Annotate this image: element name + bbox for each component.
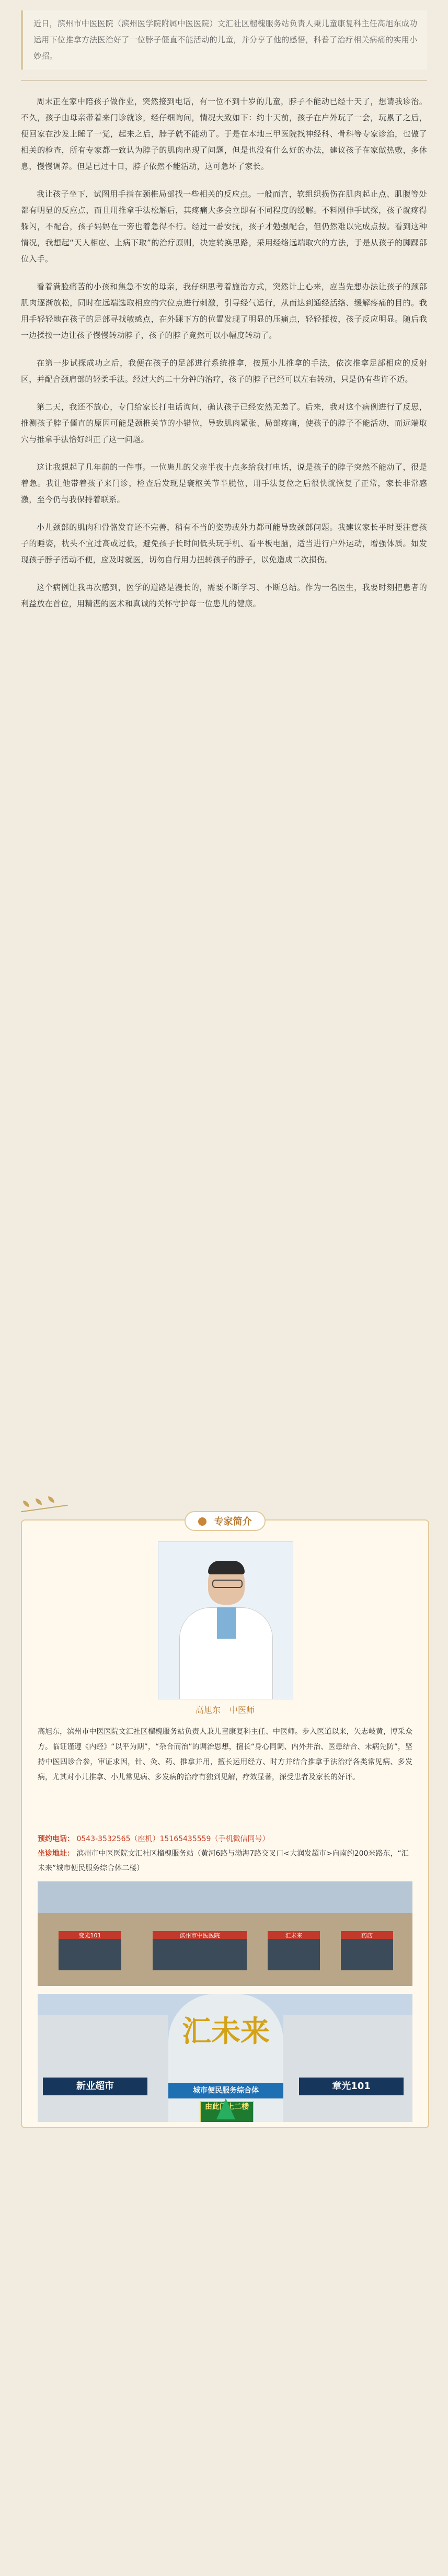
door-sign: 由此门上二楼 (200, 2101, 254, 2122)
doctor-title: 中医师 (229, 1705, 255, 1715)
address-text: 滨州市中医医院文汇社区榴槐服务站（黄河6路与渤海7路交叉口<大润发超市>向南约200米路东，“汇未来”城市便民服务综合体二楼） (38, 1849, 409, 1873)
arrow-up-icon (216, 2098, 235, 2119)
article-paragraph: 看着满脸痛苦的小孩和焦急不安的母亲，我仔细思考着施治方式，突然计上心来，应当先想办法让孩子的颈部肌肉逐渐放松，同时在远端选取相应的穴位点进行刺激，引导经气运行，从而达到通经活络、缓解疼痛的目的。我用手轻轻地在孩子的足部寻找敏感点，在外踝下方的位置发现了明显的压痛点，轻轻揉按，孩子反应明显。随后我一边揉按一边让孩子慢慢转动脖子，孩子的脖子竟然可以小幅度转动了。 (21, 282, 427, 340)
article-paragraph: 在第一步试探成功之后，我便在孩子的足部进行系统推拿，按照小儿推拿的手法，依次推拿足部相应的反射区，并配合颈肩部的轻柔手法。经过大约二十分钟的治疗，孩子的脖子已经可以左右转动，只是仍有些许不适。 (21, 358, 427, 384)
expert-card (21, 1516, 429, 2128)
section-title-pill (185, 1511, 265, 1531)
address-line (38, 1846, 412, 1876)
tower-banner: 城市便民服务综合体 (168, 2083, 283, 2098)
article-paragraph: 周末正在家中陪孩子做作业，突然接到电话，有一位不到十岁的儿童，脖子不能动已经十天了，想请我诊治。不久，孩子由母亲带着来门诊就诊，经仔细询问，情况大致如下：约十天前，孩子在户外玩了一会，玩累了之后，便回家在沙发上睡了一觉，起来之后，脖子就不能动了。于是在本地三甲医院找神经科、骨科等专家诊治，也做了相关的检查，所有专家都一致认为脖子的肌肉出现了问题，但是也没有什么好的办法，建议孩子在家做热敷，多休息，慢慢调养。但是已过十日，脖子依然不能活动，这可急坏了家长。 (21, 97, 427, 171)
street-photo (38, 1881, 412, 1986)
shop-sign: 变光101 (59, 1931, 121, 1940)
phone-label: 预约电话： (38, 1835, 74, 1843)
article-body (21, 10, 427, 623)
doctor-name: 高旭东 (195, 1705, 221, 1715)
article-paragraph: 我让孩子坐下，试图用手指在颈椎局部找一些相关的反应点。一般而言，软组织损伤在肌肉起止点、肌腹等处都有明显的反应点，而且用推拿手法松解后，其疼痛大多会立即有不同程度的缓解。不料刚伸手试探，孩子就疼得躲闪，不配合，孩子妈妈在一旁也着急得不行。经过一番安抚，孩子才勉强配合，但仍然难以完成点按。看到这种情况，我想起“天人相应、上病下取”的治疗原则，决定转换思路，采用经络远端取穴的方法，于是从孩子的脚踝部位入手。 (21, 189, 427, 264)
expert-bio: 高旭东，滨州市中医医院文汇社区榴槐服务站负责人兼儿童康复科主任、中医师。步入医道以来，矢志岐黄，博采众方。临证谨遵《内经》“以平为期”，“杂合而治”的调治思想，擅长“身心同调、内外并治、医患结合、未病先防”，坚持中医四诊合参，审证求因，针、灸、药、推拿并用，擅长运用经方、时方并结合推拿手法治疗各类常见病、多发病，尤其对小儿推拿、小儿常见病、多发病的治疗有独到见解，疗效显著，深受患者及家长的好评。 (38, 1728, 412, 1781)
section-title: 专家简介 (214, 1516, 252, 1527)
building-photo (38, 1994, 412, 2122)
expert-icon (198, 1517, 206, 1526)
address-label: 坐诊地址： (38, 1849, 74, 1858)
right-shop-sign: 章光101 (299, 2078, 404, 2095)
shop-sign: 滨州市中医医院 (153, 1931, 247, 1940)
phone-number[interactable]: 0543-3532565（座机）15165435559（手机微信同号） (76, 1835, 270, 1843)
article-paragraph: 第二天，我还不放心，专门给家长打电话询问，确认孩子已经安然无恙了。后来，我对这个病例进行了反思，推测孩子脖子僵直的原因可能是颈椎关节的小错位，导致肌肉紧张、局部疼痛，使孩子的脖子不能活动，而远端取穴与推拿手法恰好纠正了这一问题。 (21, 402, 427, 444)
tower-logo: 汇未来 (182, 2015, 270, 2049)
phone-line (38, 1832, 412, 1846)
article-intro: 近日，滨州市中医医院（滨州医学院附属中医医院）文汇社区榴槐服务站负责人秉儿童康复科主任高旭东成功运用下位推拿方法医治好了一位脖子僵直不能活动的儿童，并分享了他的感悟，科普了治疗相关病痛的实用小妙招。 (21, 10, 427, 70)
article-paragraph: 小儿颈部的肌肉和骨骼发育还不完善，稍有不当的姿势或外力都可能导致颈部问题。我建议家长平时要注意孩子的睡姿，枕头不宜过高或过低，避免孩子长时间低头玩手机、看平板电脑，适当进行户外运动，增强体质。如发现孩子脖子活动不便，应及时就医，切勿自行用力扭转孩子的脖子，以免造成二次损伤。 (21, 523, 427, 564)
shop-sign: 汇未来 (268, 1931, 320, 1940)
left-shop-sign: 新业超市 (43, 2078, 147, 2095)
doctor-photo (158, 1541, 293, 1699)
intro-divider (21, 80, 427, 81)
shop-sign: 药店 (341, 1931, 393, 1940)
article-paragraph: 这个病例让我再次感到，医学的道路是漫长的，需要不断学习、不断总结。作为一名医生，我要时刻把患者的利益放在首位，用精湛的医术和真诚的关怀守护每一位患儿的健康。 (21, 583, 427, 608)
section-header (22, 1511, 428, 1531)
article-paragraph: 这让我想起了几年前的一件事。一位患儿的父亲半夜十点多给我打电话，说是孩子的脖子突然不能动了，很是着急。我让他带着孩子来门诊，检查后发现是寰枢关节半脱位，用手法复位之后很快就恢复了正常，家长非常感激，至今仍与我保持着联系。 (21, 462, 427, 504)
contact-info (38, 1832, 412, 1876)
doctor-name-line (22, 1704, 428, 1716)
